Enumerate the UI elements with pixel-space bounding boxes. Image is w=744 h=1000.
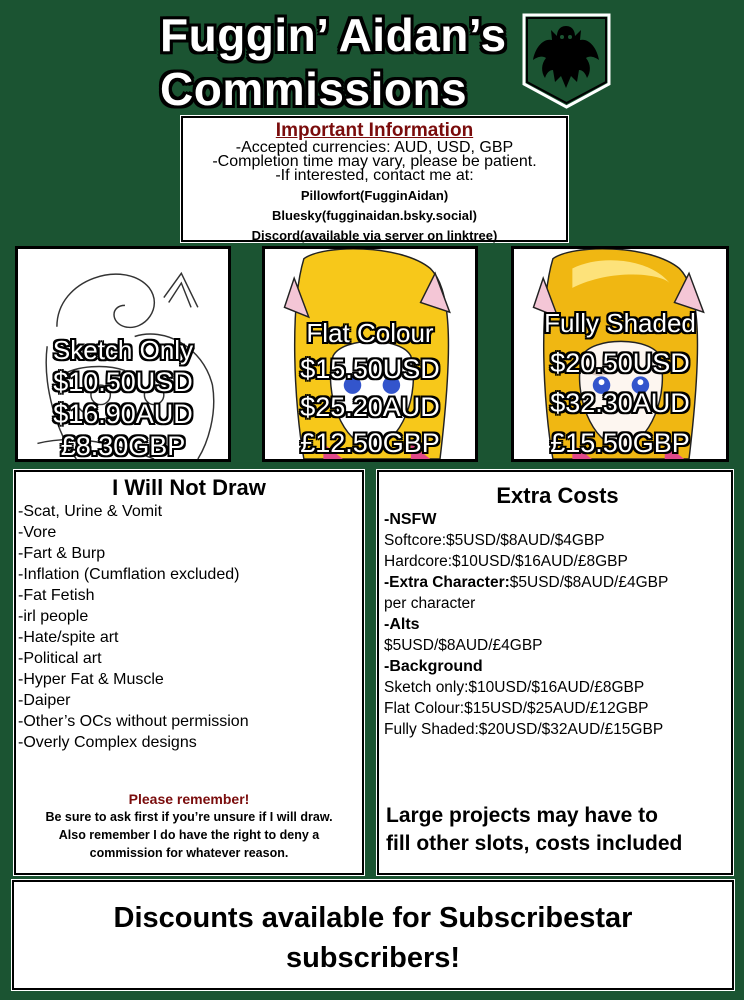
tier-card-flat (262, 246, 478, 462)
important-info-panel (181, 116, 568, 242)
extra-costs-heading: Extra Costs (496, 483, 619, 508)
please-remember-note (16, 790, 362, 862)
softcore-price: Softcore:$5USD/$8AUD/$4GBP (384, 532, 605, 549)
will-not-draw-list (16, 501, 362, 753)
background-label: -Background (384, 658, 483, 675)
tier-price-aud: $16.90AUD (53, 399, 193, 429)
discount-line: Discounts available for Subscribestar (113, 902, 633, 934)
alts-label: -Alts (384, 616, 420, 633)
title-line-1: Fuggin’ Aidan’s (160, 9, 507, 61)
tier-name: Flat Colour (306, 318, 434, 348)
large-projects-line: fill other slots, costs included (386, 832, 683, 855)
extra-character-price: $5USD/$8AUD/£4GBP (509, 574, 669, 591)
tier-price-usd: $20.50USD (550, 348, 690, 378)
will-not-draw-heading: I Will Not Draw (112, 475, 266, 500)
extra-character-label: -Extra Character: (384, 574, 510, 591)
contact-discord: Discord(available via server on linktree) (251, 228, 498, 243)
hardcore-price: Hardcore:$10USD/$16AUD/£8GBP (384, 553, 628, 570)
tier-name: Sketch Only (52, 335, 194, 365)
owl-crest-icon (521, 12, 612, 110)
tier-price-gbp: £15.50GBP (550, 428, 690, 458)
list-item: -Vore (18, 524, 57, 541)
remember-line: Be sure to ask first if you’re unsure if I will draw. (45, 810, 333, 824)
list-item: -Fat Fetish (18, 587, 95, 604)
list-item: -Fart & Burp (18, 545, 106, 562)
tier-price-usd: $15.50USD (300, 354, 440, 384)
discount-line: subscribers! (285, 942, 461, 974)
tier-price-usd: $10.50USD (53, 367, 193, 397)
tier-price-gbp: £8.30GBP (60, 431, 186, 461)
tier-name: Fully Shaded (544, 308, 696, 338)
info-line: -Accepted currencies: AUD, USD, GBP (235, 139, 514, 156)
background-sketch-price: Sketch only:$10USD/$16AUD/£8GBP (384, 679, 645, 696)
remember-line: Also remember I do have the right to deny a (58, 828, 320, 842)
tier-price-gbp: £12.50GBP (300, 428, 440, 458)
list-item: -Inflation (Cumflation excluded) (18, 566, 240, 583)
list-item: -Scat, Urine & Vomit (18, 503, 163, 520)
info-heading: Important Information (275, 120, 474, 141)
tier-card-shaded (511, 246, 729, 462)
info-line: -If interested, contact me at: (275, 167, 474, 184)
will-not-draw-panel (14, 470, 364, 875)
nsfw-label: -NSFW (384, 511, 437, 528)
large-projects-line: Large projects may have to (386, 804, 658, 827)
large-projects-note (386, 802, 682, 858)
list-item: -Political art (18, 650, 102, 667)
extra-character-row (384, 572, 731, 593)
contact-bluesky: Bluesky(fugginaidan.bsky.social) (272, 208, 477, 223)
list-item: -irl people (18, 608, 89, 625)
title-line-2: Commissions (160, 63, 468, 115)
list-item: -Hyper Fat & Muscle (18, 671, 164, 688)
remember-line: commission for whatever reason. (89, 846, 289, 860)
background-flat-price: Flat Colour:$15USD/$25AUD/£12GBP (384, 700, 649, 717)
list-item: -Overly Complex designs (18, 734, 197, 751)
extra-character-note: per character (384, 595, 476, 612)
alts-price: $5USD/$8AUD/£4GBP (384, 637, 543, 654)
background-shaded-price: Fully Shaded:$20USD/$32AUD/£15GBP (384, 721, 664, 738)
remember-heading: Please remember! (128, 791, 250, 807)
discount-banner (12, 880, 734, 990)
list-item: -Hate/spite art (18, 629, 119, 646)
contact-pillowfort: Pillowfort(FugginAidan) (300, 188, 449, 203)
extra-costs-panel (377, 470, 733, 875)
info-line: -Completion time may vary, please be patient. (212, 153, 537, 170)
tier-price-aud: $32.30AUD (550, 388, 690, 418)
list-item: -Daiper (18, 692, 71, 709)
list-item: -Other’s OCs without permission (18, 713, 249, 730)
tier-card-sketch (15, 246, 231, 462)
tier-price-aud: $25.20AUD (300, 392, 440, 422)
